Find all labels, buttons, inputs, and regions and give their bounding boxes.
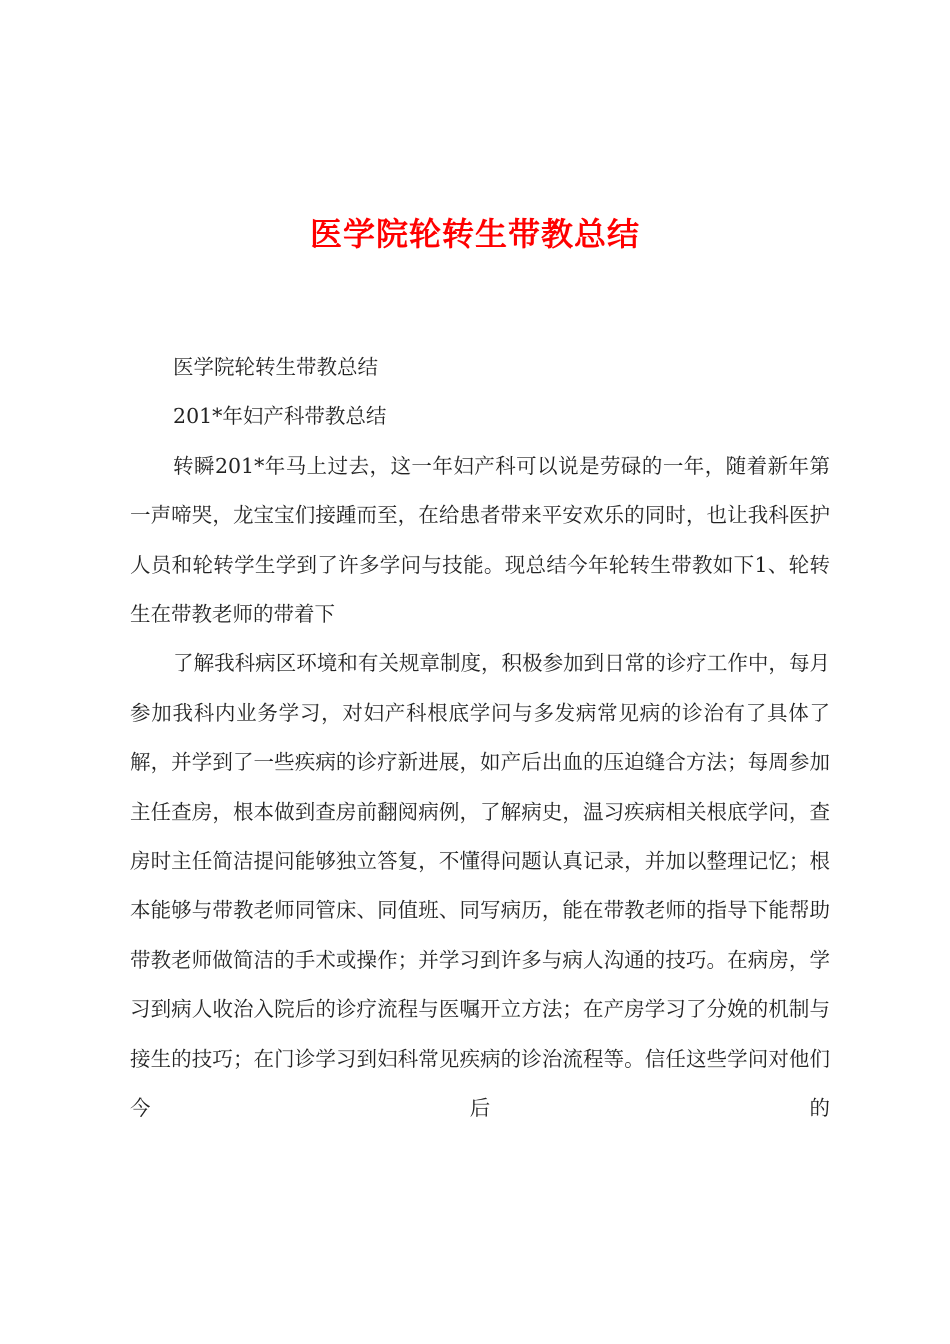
document-body [130,343,830,1134]
document-title: 医学院轮转生带教总结 [309,215,640,253]
paragraph-intro: 转瞬201*年马上过去，这一年妇产科可以说是劳碌的一年，随着新年第一声啼哭，龙宝宝们接踵而至，在给患者带来平安欢乐的同时，也让我科医护人员和轮转学生学到了许多学问与技能。现总结今年轮转生带教如下1、轮转生在带教老师的带着下 [130,453,830,627]
paragraph-heading: 201*年妇产科带教总结 [173,404,387,429]
paragraph-subtitle: 医学院轮转生带教总结 [173,355,379,379]
paragraph-details: 了解我科病区环境和有关规章制度，积极参加到日常的诊疗工作中，每月参加我科内业务学习，对妇产科根底学问与多发病常见病的诊治有了具体了解，并学到了一些疾病的诊疗新进展，如产后出血的压迫缝合方法；每周参加主任查房，根本做到查房前翻阅病例，了解病史，温习疾病相关根底学问，查房时主任简洁提问能够独立答复，不懂得问题认真记录，并加以整理记忆；根本能够与带教老师同管床、同值班、同写病历，能在带教老师的指导下能帮助带教老师做简洁的手术或操作；并学习到许多与病人沟通的技巧。在病房，学习到病人收治入院后的诊疗流程与医嘱开立方法；在产房学习了分娩的机制与接生的技巧；在门诊学习到妇科常见疾病的诊治流程等。信任这些学问对他们今后的 [130,651,830,1121]
